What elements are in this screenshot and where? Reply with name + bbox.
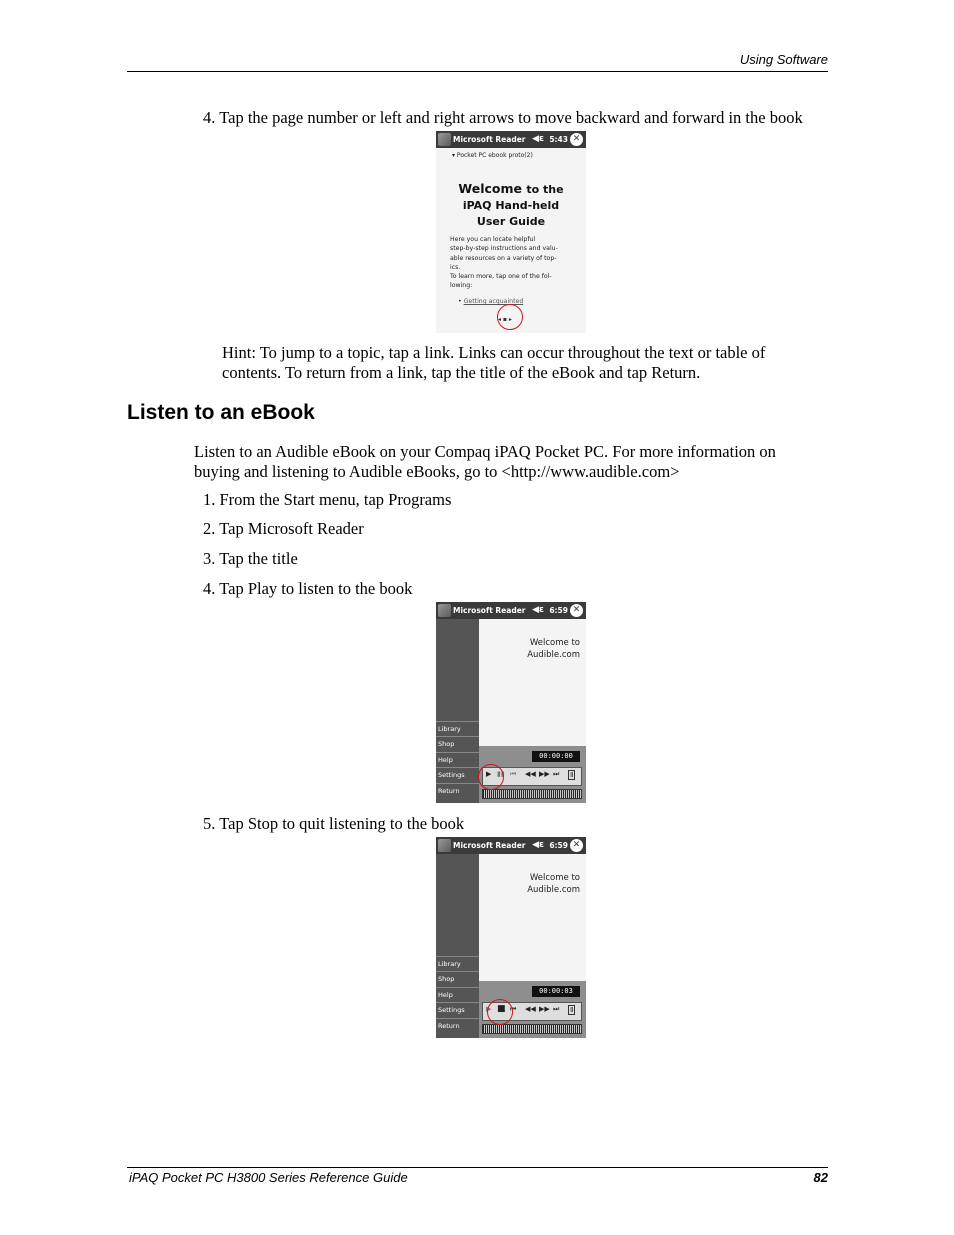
para-line: To learn more, tap one of the fol- bbox=[450, 273, 552, 281]
title-bar bbox=[436, 602, 586, 619]
pause-icon[interactable]: ▮▮ bbox=[497, 770, 505, 778]
step-4-play: 4. Tap Play to listen to the book bbox=[203, 579, 413, 598]
app-title: Microsoft Reader bbox=[453, 606, 526, 615]
intro-paragraph bbox=[194, 442, 776, 482]
para-line: Here you can locate helpful bbox=[450, 236, 536, 243]
highlight-circle bbox=[487, 999, 513, 1025]
para-line: ics. bbox=[450, 263, 461, 271]
menu-return[interactable]: Return bbox=[436, 783, 479, 798]
para-line: able resources on a variety of top- bbox=[450, 254, 557, 262]
start-flag-icon[interactable] bbox=[438, 839, 451, 852]
hint-text bbox=[222, 343, 765, 383]
app-title: Microsoft Reader bbox=[453, 135, 526, 144]
time-counter: 00:00:03 bbox=[532, 986, 580, 997]
menu-help[interactable]: Help bbox=[436, 752, 479, 767]
menu-return[interactable]: Return bbox=[436, 1018, 479, 1033]
header-rule bbox=[127, 71, 828, 72]
rewind-icon[interactable]: ◀◀ bbox=[525, 770, 536, 778]
menu-library[interactable]: Library bbox=[436, 721, 479, 736]
menu-shop[interactable]: Shop bbox=[436, 736, 479, 751]
skip-back-icon[interactable]: ⏮ bbox=[510, 1005, 517, 1013]
heading-big: Welcome bbox=[458, 181, 523, 196]
heading-line3: User Guide bbox=[476, 215, 546, 228]
rewind-icon[interactable]: ◀◀ bbox=[525, 1005, 536, 1013]
close-icon[interactable]: ✕ bbox=[570, 604, 583, 617]
audible-play-screenshot bbox=[436, 602, 586, 803]
stop-icon[interactable]: ■ bbox=[497, 1004, 506, 1014]
step-4-navigate: 4. Tap the page number or left and right arrows to move backward and forward in the book bbox=[203, 108, 803, 127]
step-5-stop: 5. Tap Stop to quit listening to the book bbox=[203, 814, 465, 833]
book-title: Pocket PC ebook proto(2) bbox=[456, 152, 533, 159]
play-icon[interactable]: ▶ bbox=[486, 1005, 492, 1013]
welcome-line: Audible.com bbox=[527, 649, 580, 660]
menu-settings[interactable]: Settings bbox=[436, 767, 479, 782]
hint-line: Hint: To jump to a topic, tap a link. Links can occur throughout the text or table of bbox=[222, 343, 766, 362]
progress-bar[interactable] bbox=[482, 789, 582, 799]
bookmark-icon[interactable]: Ⅱ bbox=[570, 771, 574, 779]
footer-title: iPAQ Pocket PC H3800 Series Reference Guide bbox=[129, 1170, 408, 1185]
skip-back-icon[interactable]: ⏮ bbox=[510, 770, 517, 778]
menu-settings[interactable]: Settings bbox=[436, 1002, 479, 1017]
time-counter: 00:00:00 bbox=[532, 751, 580, 762]
side-menu bbox=[436, 619, 479, 803]
running-header: Using Software bbox=[739, 52, 828, 67]
clock: 6:59 bbox=[549, 841, 568, 850]
clock: 6:59 bbox=[549, 606, 568, 615]
app-title: Microsoft Reader bbox=[453, 841, 526, 850]
bookmark-icon[interactable]: Ⅱ bbox=[570, 1006, 574, 1014]
highlight-circle bbox=[478, 764, 504, 790]
progress-bar[interactable] bbox=[482, 1024, 582, 1034]
book-title-dropdown[interactable]: ▾ Pocket PC ebook proto(2) bbox=[452, 152, 533, 159]
footer-rule bbox=[127, 1167, 828, 1168]
page-number: 82 bbox=[813, 1170, 828, 1185]
welcome-line: Welcome to bbox=[529, 638, 580, 648]
menu-shop[interactable]: Shop bbox=[436, 971, 479, 986]
close-icon[interactable]: ✕ bbox=[570, 839, 583, 852]
page-nav-arrows[interactable]: ◂ ▪ ▸ bbox=[498, 316, 512, 323]
para-line: lowing: bbox=[450, 282, 473, 290]
welcome-line: Welcome to bbox=[529, 873, 580, 883]
speaker-icon[interactable]: ◀ε bbox=[532, 134, 544, 144]
getting-acquainted-link[interactable]: Getting acquainted bbox=[463, 298, 524, 305]
start-flag-icon[interactable] bbox=[438, 133, 451, 146]
speaker-icon[interactable]: ◀ε bbox=[532, 840, 544, 850]
menu-help[interactable]: Help bbox=[436, 987, 479, 1002]
play-icon[interactable]: ▶ bbox=[486, 770, 492, 778]
close-icon[interactable]: ✕ bbox=[570, 133, 583, 146]
title-bar bbox=[436, 837, 586, 854]
welcome-line: Audible.com bbox=[527, 884, 580, 895]
intro-line: Listen to an Audible eBook on your Compaq iPAQ Pocket PC. For more information on bbox=[194, 442, 776, 461]
welcome-text bbox=[527, 638, 580, 661]
clock: 5:43 bbox=[549, 135, 568, 144]
heading-rest: to the bbox=[526, 183, 564, 196]
highlight-circle bbox=[497, 304, 523, 330]
step-3: 3. Tap the title bbox=[203, 549, 298, 568]
heading-line2: iPAQ Hand-held bbox=[462, 199, 560, 212]
fast-forward-icon[interactable]: ▶▶ bbox=[539, 770, 550, 778]
section-heading: Listen to an eBook bbox=[127, 401, 315, 424]
skip-forward-icon[interactable]: ⏭ bbox=[553, 1005, 560, 1013]
menu-library[interactable]: Library bbox=[436, 956, 479, 971]
book-heading bbox=[436, 181, 586, 230]
start-flag-icon[interactable] bbox=[438, 604, 451, 617]
bullet: • bbox=[458, 298, 462, 305]
hint-line: contents. To return from a link, tap the title of the eBook and tap Return. bbox=[222, 363, 701, 382]
audible-stop-screenshot bbox=[436, 837, 586, 1038]
welcome-text bbox=[527, 873, 580, 896]
fast-forward-icon[interactable]: ▶▶ bbox=[539, 1005, 550, 1013]
book-paragraph bbox=[450, 235, 558, 291]
speaker-icon[interactable]: ◀ε bbox=[532, 605, 544, 615]
skip-forward-icon[interactable]: ⏭ bbox=[553, 770, 560, 778]
side-menu bbox=[436, 854, 479, 1038]
para-line: step-by-step instructions and valu- bbox=[450, 245, 558, 253]
reader-book-screenshot bbox=[436, 131, 586, 333]
intro-line: buying and listening to Audible eBooks, go to <http://www.audible.com> bbox=[194, 462, 680, 481]
title-bar bbox=[436, 131, 586, 148]
step-2: 2. Tap Microsoft Reader bbox=[203, 519, 364, 538]
step-1: 1. From the Start menu, tap Programs bbox=[203, 490, 452, 509]
